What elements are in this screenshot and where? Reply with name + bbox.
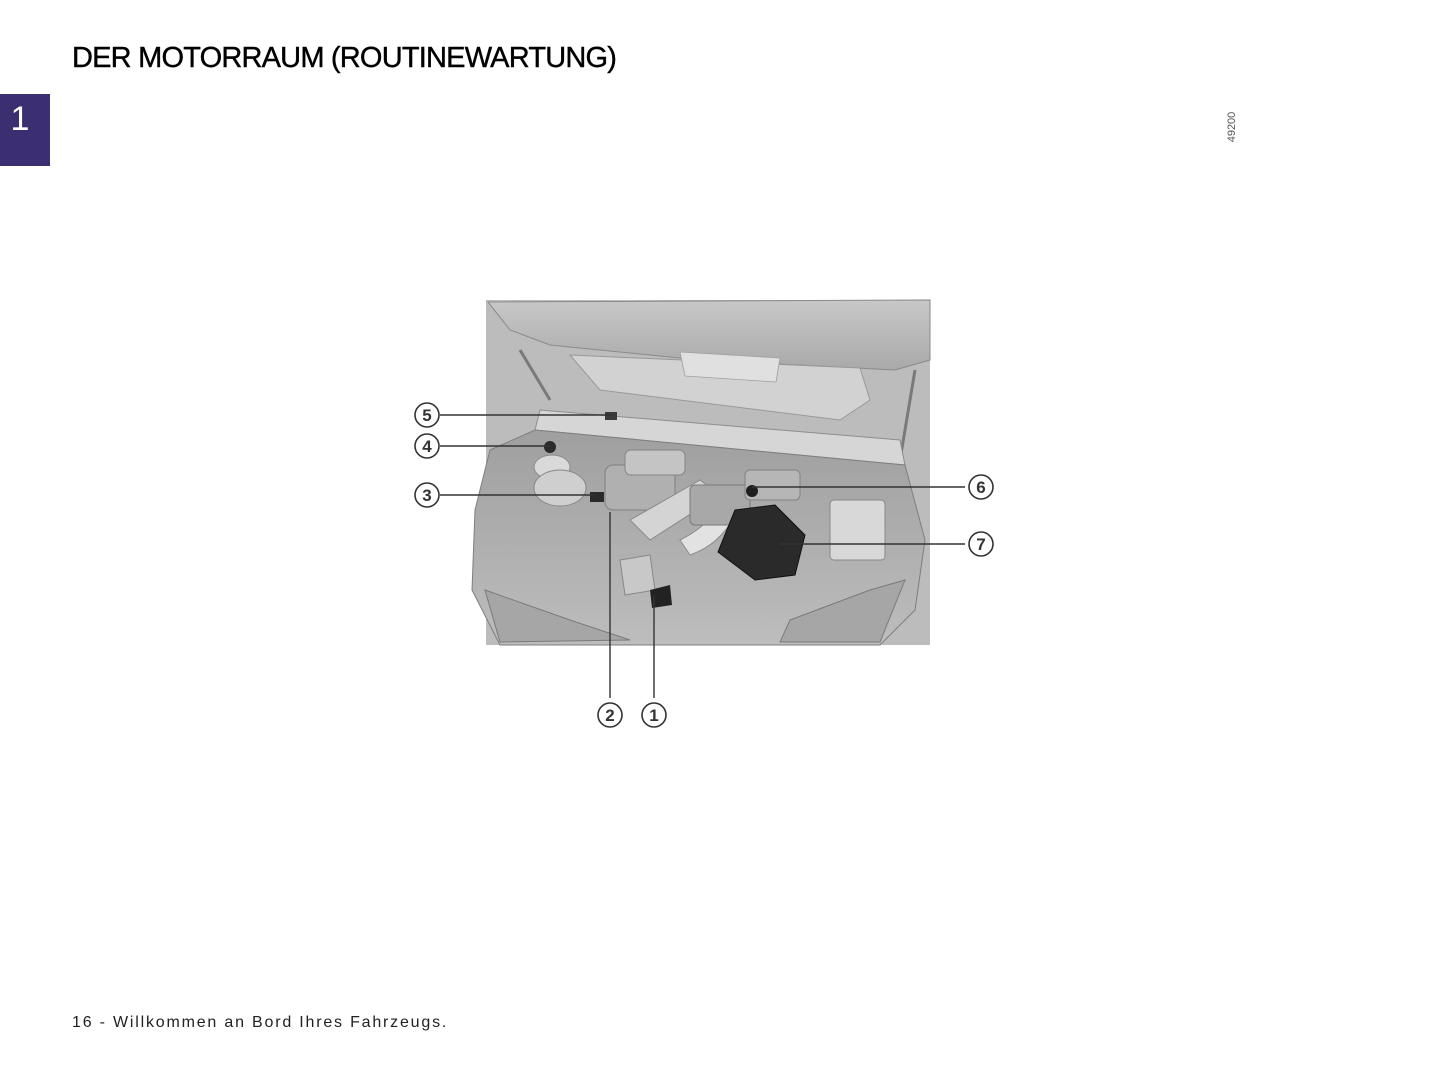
callout-1 xyxy=(642,703,666,727)
callout-1-label: 1 xyxy=(649,706,659,725)
callout-7-label: 7 xyxy=(976,535,986,554)
chapter-number: 1 xyxy=(10,100,30,138)
engine-compartment-illustration xyxy=(400,290,1020,740)
callout-3-label: 3 xyxy=(422,486,432,505)
callout-2 xyxy=(598,703,622,727)
callout-6 xyxy=(969,475,993,499)
figure-code: 49200 xyxy=(1226,111,1238,143)
callout-2-label: 2 xyxy=(605,706,615,725)
callout-6-label: 6 xyxy=(976,478,986,497)
callout-7 xyxy=(969,532,993,556)
chapter-tab xyxy=(0,94,50,166)
callout-5-label: 5 xyxy=(422,406,432,425)
callout-4 xyxy=(415,434,439,458)
callout-3 xyxy=(415,483,439,507)
page-title: DER MOTORRAUM (ROUTINEWARTUNG) xyxy=(72,42,617,74)
page-footer: 16 - Willkommen an Bord Ihres Fahrzeugs. xyxy=(72,1014,449,1031)
callout-5 xyxy=(415,403,439,427)
callout-4-label: 4 xyxy=(422,437,432,456)
